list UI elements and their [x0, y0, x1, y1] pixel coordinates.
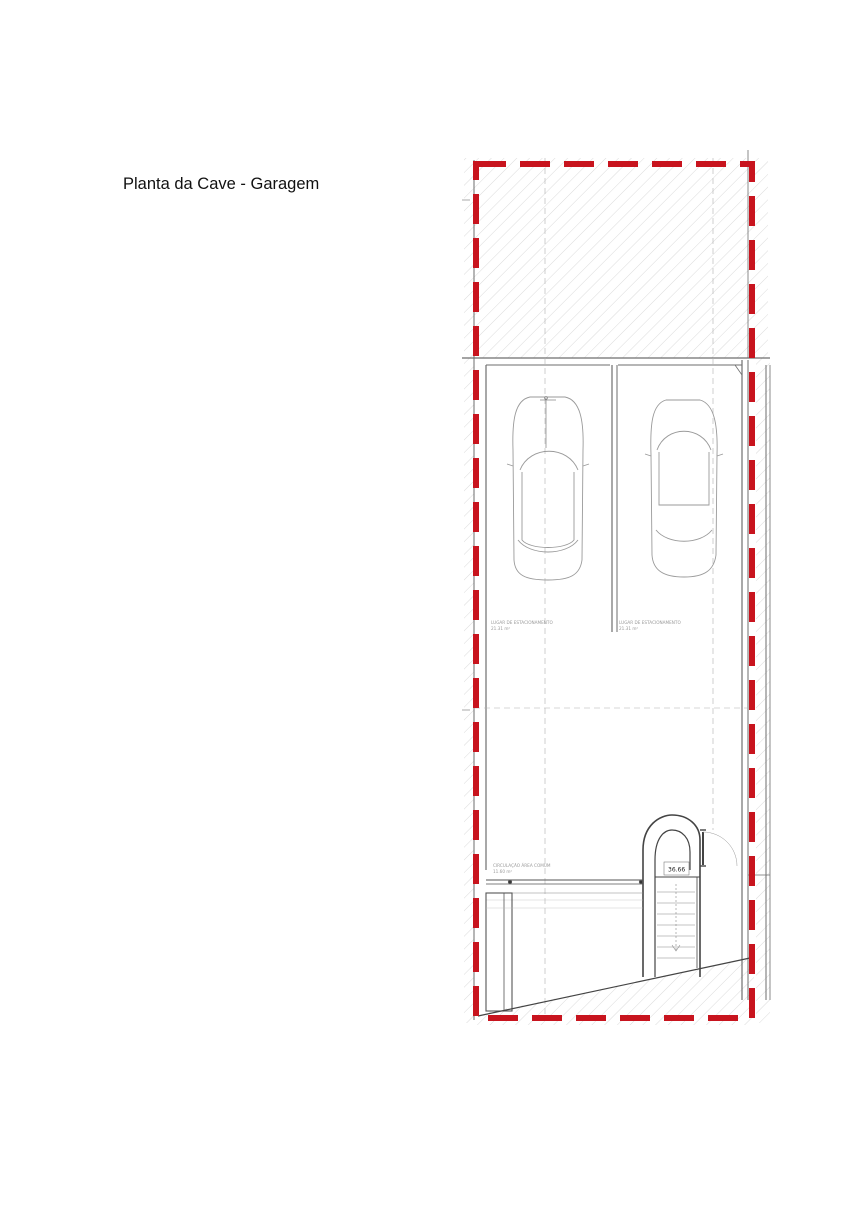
car-1	[507, 397, 589, 580]
parking-space-2-label: LUGAR DE ESTACIONAMENTO	[619, 620, 681, 625]
stair-level: 36.66	[668, 866, 686, 874]
parking-space-2-area: 21.31 m²	[619, 626, 639, 631]
parking-space-1-label: LUGAR DE ESTACIONAMENTO	[491, 620, 553, 625]
stair-core	[643, 815, 737, 977]
hatched-right-edge	[756, 358, 770, 1023]
gate-band	[486, 880, 643, 900]
hatched-left-edge	[464, 358, 474, 1023]
circulation-label: CIRCULAÇÃO ÁREA COMUM	[493, 863, 551, 868]
parking-space-1-area: 21.31 m²	[491, 626, 511, 631]
page-title: Planta da Cave - Garagem	[123, 175, 320, 193]
circulation-area: 11.60 m²	[493, 869, 513, 874]
car-2	[645, 400, 723, 577]
hatched-upper-area	[464, 158, 768, 358]
hatched-ramp-area	[474, 958, 754, 1025]
